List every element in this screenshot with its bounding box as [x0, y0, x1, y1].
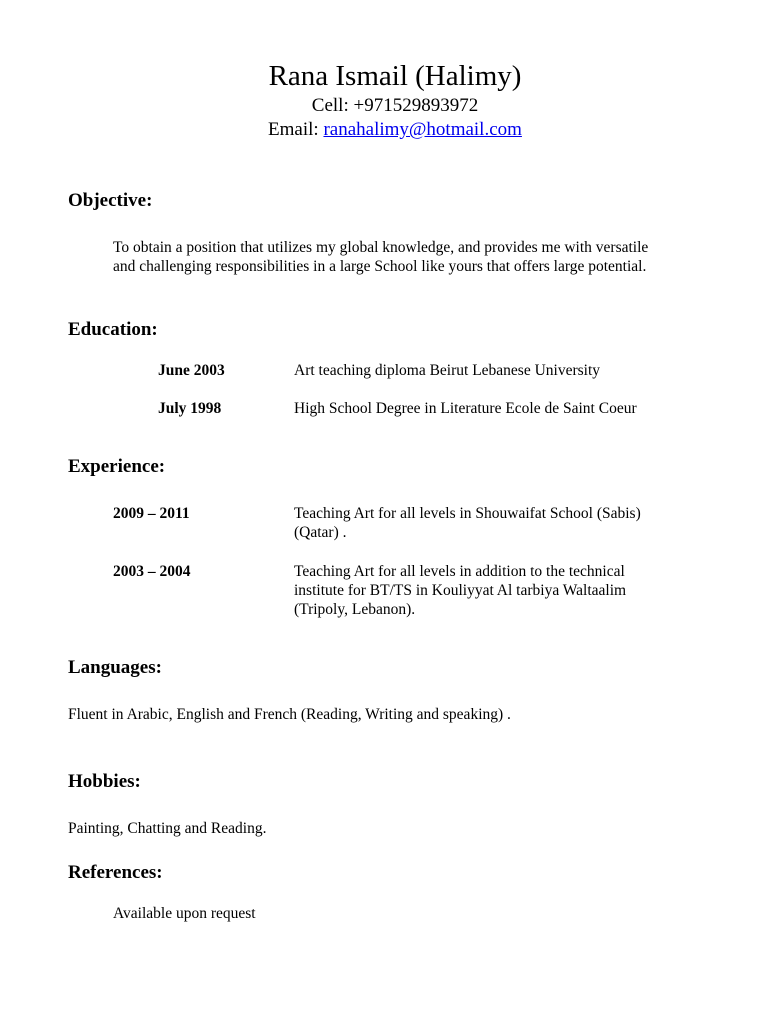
objective-heading: Objective:	[68, 190, 153, 211]
email-label: Email:	[268, 119, 324, 140]
experience-text: Teaching Art for all levels in addition to the technical institute for BT/TS in Kouliyyat Al tarbiya Waltaalim (Tripoly, Lebanon).	[294, 563, 627, 618]
education-text: High School Degree in Literature Ecole de Saint Coeur	[294, 400, 637, 417]
email-line	[0, 119, 768, 141]
languages-heading: Languages:	[68, 657, 162, 678]
hobbies-heading: Hobbies:	[68, 771, 141, 792]
experience-date: 2003 – 2004	[113, 563, 191, 580]
references-heading: References:	[68, 862, 163, 883]
cell-label: Cell:	[311, 95, 354, 116]
experience-date: 2009 – 2011	[113, 505, 190, 522]
experience-heading: Experience:	[68, 456, 166, 477]
education-date: July 1998	[158, 400, 222, 417]
education-text: Art teaching diploma Beirut Lebanese University	[294, 362, 601, 379]
email-link[interactable]: ranahalimy@hotmail.com	[323, 119, 522, 140]
cell-line	[0, 95, 768, 117]
cell-number: +971529893972	[353, 95, 479, 116]
education-heading: Education:	[68, 319, 158, 340]
hobbies-text: Painting, Chatting and Reading.	[68, 820, 267, 837]
objective-line-2: and challenging responsibilities in a large School like yours that offers large potential.	[113, 258, 647, 275]
objective-line-1: To obtain a position that utilizes my global knowledge, and provides me with versatile	[113, 239, 649, 256]
education-date: June 2003	[158, 362, 225, 379]
experience-text: Teaching Art for all levels in Shouwaifat School (Sabis) (Qatar) .	[294, 505, 641, 541]
references-text: Available upon request	[113, 905, 256, 922]
languages-text: Fluent in Arabic, English and French (Reading, Writing and speaking) .	[68, 706, 511, 723]
candidate-name: Rana Ismail (Halimy)	[268, 60, 522, 92]
